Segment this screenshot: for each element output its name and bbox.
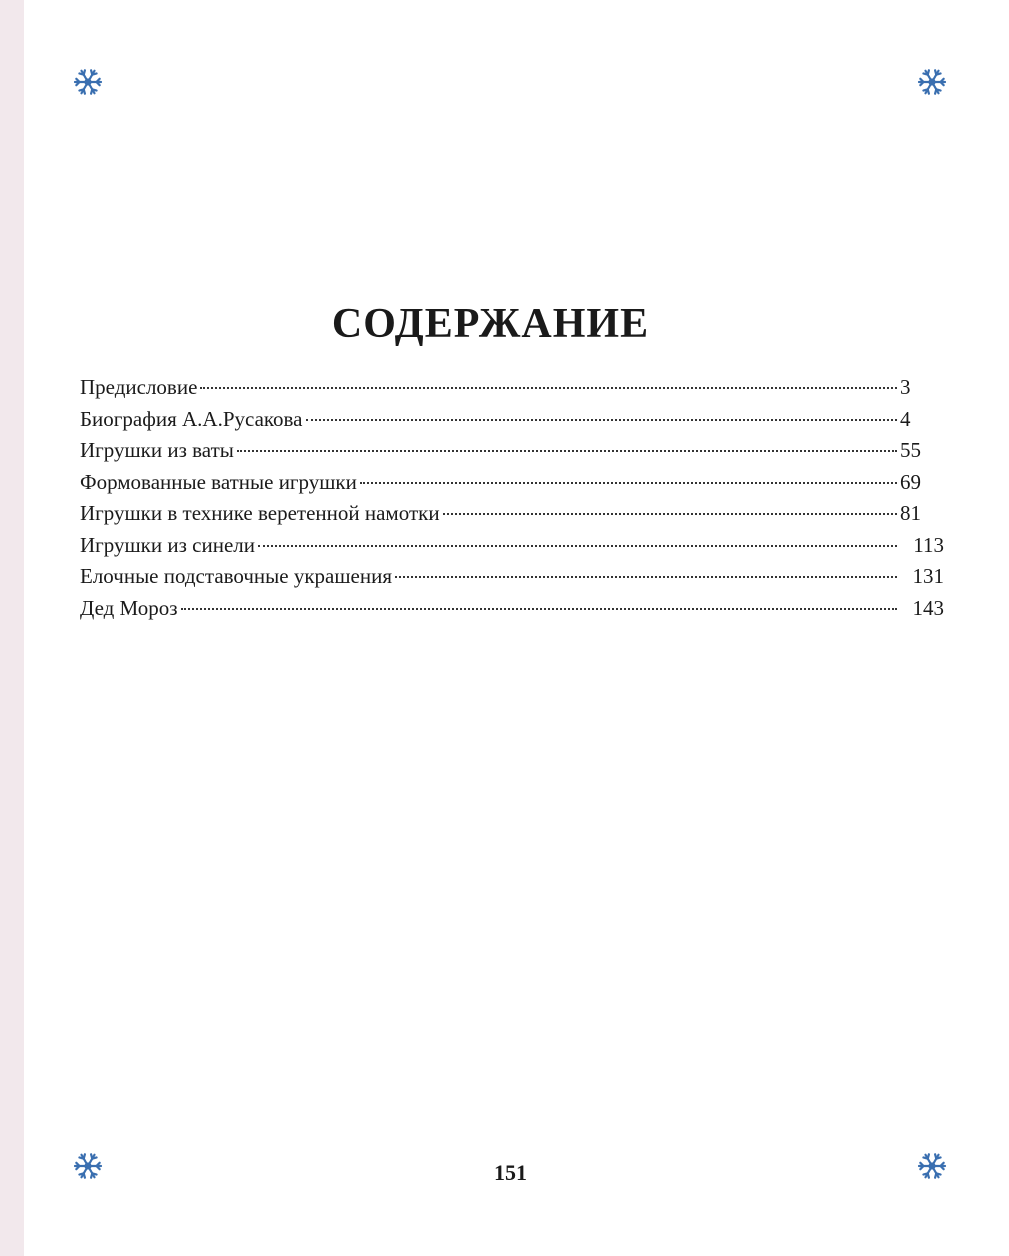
book-page	[24, 0, 1009, 1256]
toc-entry-title: Дед Мороз	[80, 595, 178, 620]
toc-leader-dots	[306, 419, 898, 421]
toc-leader-dots	[258, 545, 897, 547]
toc-entry-title: Игрушки из ваты	[80, 438, 234, 462]
toc-leader-dots	[181, 608, 897, 610]
toc-entry-page: 81	[900, 501, 921, 525]
toc-entry[interactable]	[80, 435, 944, 467]
toc-entry[interactable]	[80, 404, 944, 436]
toc-entry-title: Формованные ватные игрушки	[80, 469, 357, 494]
toc-leader-dots	[200, 387, 897, 389]
toc-entry-page: 113	[913, 532, 944, 557]
toc-entry-page: 4	[900, 406, 911, 431]
snowflake-icon	[72, 66, 104, 98]
toc-leader-dots	[360, 482, 897, 484]
page-title: СОДЕРЖАНИЕ	[331, 301, 650, 347]
toc-leader-dots	[237, 450, 897, 452]
toc-entry-title: Предисловие	[80, 375, 198, 399]
toc-entry[interactable]	[80, 593, 944, 625]
toc-leader-dots	[443, 513, 897, 515]
toc-entry-title: Елочные подставочные украшения	[80, 564, 392, 588]
toc-leader-dots	[395, 576, 897, 578]
toc-entry-page: 3	[900, 375, 911, 399]
toc-entry-page: 55	[900, 438, 921, 462]
toc-entry[interactable]	[80, 561, 944, 593]
toc-entry[interactable]	[80, 467, 944, 499]
toc-entry-page: 143	[912, 595, 944, 620]
snowflake-icon	[916, 66, 948, 98]
toc-entry[interactable]	[80, 530, 944, 562]
toc-entry-page: 131	[912, 564, 944, 588]
table-of-contents	[80, 372, 944, 624]
toc-entry-title: Биография А.А.Русакова	[80, 406, 303, 431]
toc-entry[interactable]	[80, 498, 944, 530]
toc-entry-page: 69	[900, 469, 921, 494]
toc-entry-title: Игрушки из синели	[80, 532, 255, 557]
toc-entry[interactable]	[80, 372, 944, 404]
toc-entry-title: Игрушки в технике веретенной намотки	[80, 501, 440, 525]
book-spine	[0, 0, 24, 1256]
page-number: 151	[494, 1160, 527, 1185]
